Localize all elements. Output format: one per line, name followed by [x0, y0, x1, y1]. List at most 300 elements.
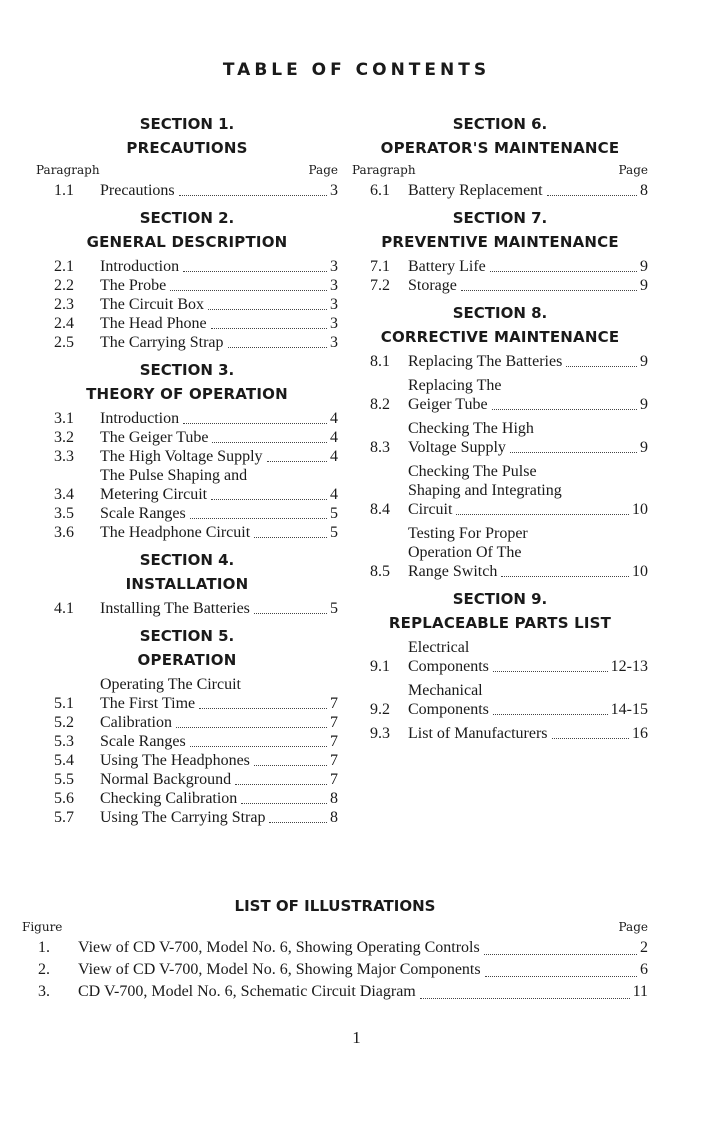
entry-label: List of Manufacturers — [408, 725, 548, 742]
dot-leader — [510, 452, 637, 453]
section-entries — [36, 599, 338, 618]
dot-leader — [485, 976, 637, 977]
entry-line — [100, 428, 338, 447]
toc-section — [352, 301, 648, 581]
entry-line — [408, 462, 648, 481]
toc-entry — [36, 428, 338, 447]
paragraph-page-header — [352, 162, 648, 178]
right-column — [352, 112, 648, 749]
entry-line — [408, 543, 648, 562]
entry-label: Checking The High — [408, 420, 534, 437]
dot-leader — [170, 290, 327, 291]
toc-entry — [36, 599, 338, 618]
entry-label: Using The Carrying Strap — [100, 809, 266, 826]
section-entries — [352, 257, 648, 295]
section-name: GENERAL DESCRIPTION — [86, 233, 288, 251]
section-number: SECTION 3. — [139, 361, 235, 379]
toc-entry — [36, 808, 338, 827]
toc-entry — [22, 937, 648, 959]
figure-page-header — [22, 919, 648, 935]
entry-line — [78, 981, 648, 1003]
entry-page: 3 — [330, 315, 338, 332]
entry-page: 5 — [330, 600, 338, 617]
toc-section — [36, 358, 338, 542]
entry-label: The Head Phone — [100, 315, 207, 332]
entry-page: 14-15 — [610, 701, 648, 718]
entry-number: 5.3 — [54, 733, 74, 750]
entry-label: Precautions — [100, 182, 175, 199]
entry-page: 9 — [640, 396, 648, 413]
entry-text — [390, 638, 648, 676]
toc-section — [352, 206, 648, 295]
entry-text — [82, 181, 338, 200]
section-number: SECTION 5. — [139, 627, 235, 645]
section-name: CORRECTIVE MAINTENANCE — [380, 328, 620, 346]
figure-label: Figure — [22, 920, 63, 934]
entry-label: Scale Ranges — [100, 505, 186, 522]
toc-entry — [36, 295, 338, 314]
entry-line — [408, 395, 648, 414]
entry-text — [82, 523, 338, 542]
entry-text — [390, 681, 648, 719]
entry-text — [60, 937, 648, 959]
toc-entry — [352, 352, 648, 371]
entry-number: 5.1 — [54, 695, 74, 712]
toc-entry — [352, 524, 648, 581]
entry-text — [82, 504, 338, 523]
toc-entry — [36, 409, 338, 428]
toc-section — [36, 624, 338, 827]
entry-number: 3. — [38, 983, 50, 1000]
entry-label: Components — [408, 658, 489, 675]
entry-line — [408, 481, 648, 500]
toc-entry — [352, 276, 648, 295]
entry-page: 4 — [330, 429, 338, 446]
entry-number: 5.5 — [54, 771, 74, 788]
entry-text — [82, 770, 338, 789]
entry-number: 5.6 — [54, 790, 74, 807]
entry-label: Battery Life — [408, 258, 486, 275]
toc-entry — [352, 638, 648, 676]
dot-leader — [254, 765, 327, 766]
entry-line — [100, 466, 338, 485]
entry-label: Mechanical — [408, 682, 483, 699]
entry-label: The First Time — [100, 695, 196, 712]
toc-entry — [36, 789, 338, 808]
entry-line — [408, 500, 648, 519]
section-number: SECTION 9. — [452, 590, 548, 608]
entry-text — [82, 732, 338, 751]
section-number: SECTION 6. — [452, 115, 548, 133]
entry-text — [82, 675, 338, 713]
entry-number: 1.1 — [54, 182, 74, 199]
entry-text — [82, 789, 338, 808]
dot-leader — [484, 954, 637, 955]
entry-page: 7 — [330, 752, 338, 769]
entry-page: 7 — [330, 714, 338, 731]
entry-text — [390, 257, 648, 276]
entry-text — [390, 376, 648, 414]
toc-entry — [352, 257, 648, 276]
entry-text — [390, 419, 648, 457]
entry-line — [100, 447, 338, 466]
toc-entry — [36, 751, 338, 770]
toc-entry — [352, 681, 648, 719]
entry-text — [390, 276, 648, 295]
entry-line — [100, 257, 338, 276]
dot-leader — [183, 271, 327, 272]
entry-text — [82, 599, 338, 618]
toc-entry — [36, 523, 338, 542]
dot-leader — [190, 518, 327, 519]
entry-label: Components — [408, 701, 489, 718]
entry-label: Voltage Supply — [408, 439, 506, 456]
entry-page: 10 — [632, 563, 648, 580]
entry-page: 16 — [632, 725, 648, 742]
paragraph-label: Paragraph — [352, 163, 416, 177]
entry-label: Introduction — [100, 258, 180, 275]
section-number: SECTION 1. — [139, 115, 235, 133]
entry-number: 5.7 — [54, 809, 74, 826]
entry-text — [82, 314, 338, 333]
entry-number: 8.5 — [370, 563, 390, 580]
entry-number: 2.2 — [54, 277, 74, 294]
toc-section — [36, 548, 338, 618]
entry-line — [408, 352, 648, 371]
illustration-entries — [22, 937, 648, 1003]
entry-line — [100, 599, 338, 618]
entry-label: Scale Ranges — [100, 733, 186, 750]
toc-section — [36, 112, 338, 200]
entry-page: 2 — [640, 939, 648, 956]
section-number: SECTION 4. — [139, 551, 235, 569]
dot-leader — [461, 290, 637, 291]
entry-text — [390, 724, 648, 743]
toc-entry — [36, 314, 338, 333]
entry-label: Storage — [408, 277, 457, 294]
toc-section — [352, 587, 648, 743]
toc-entry — [36, 333, 338, 352]
entry-label: The High Voltage Supply — [100, 448, 263, 465]
dot-leader — [211, 499, 327, 500]
entry-text — [82, 295, 338, 314]
entry-number: 2.4 — [54, 315, 74, 332]
section-name: THEORY OF OPERATION — [86, 385, 288, 403]
entry-number: 2. — [38, 961, 50, 978]
entry-line — [100, 808, 338, 827]
entry-page: 6 — [640, 961, 648, 978]
entry-line — [100, 276, 338, 295]
dot-leader — [254, 613, 327, 614]
entry-label: Geiger Tube — [408, 396, 488, 413]
entry-page: 10 — [632, 501, 648, 518]
entry-page: 4 — [330, 448, 338, 465]
list-of-illustrations — [22, 895, 648, 1009]
entry-line — [78, 937, 648, 959]
section-name: PREVENTIVE MAINTENANCE — [381, 233, 619, 251]
entry-page: 4 — [330, 486, 338, 503]
entry-label: The Geiger Tube — [100, 429, 209, 446]
entry-number: 5.2 — [54, 714, 74, 731]
dot-leader — [267, 461, 327, 462]
section-entries — [352, 638, 648, 743]
left-column — [36, 112, 338, 833]
toc-entry — [352, 376, 648, 414]
entry-number: 8.2 — [370, 396, 390, 413]
entry-line — [100, 523, 338, 542]
entry-page: 3 — [330, 258, 338, 275]
entry-label: Normal Background — [100, 771, 232, 788]
entry-line — [100, 504, 338, 523]
entry-page: 9 — [640, 277, 648, 294]
toc-entry — [36, 713, 338, 732]
entry-label: Electrical — [408, 639, 470, 656]
entry-text — [82, 713, 338, 732]
entry-line — [100, 751, 338, 770]
entry-number: 9.1 — [370, 658, 390, 675]
entry-label: Shaping and Integrating — [408, 482, 562, 499]
section-entries — [36, 409, 338, 542]
entry-number: 2.1 — [54, 258, 74, 275]
entry-page: 9 — [640, 258, 648, 275]
entry-text — [82, 257, 338, 276]
dot-leader — [190, 746, 327, 747]
dot-leader — [552, 738, 629, 739]
entry-line — [408, 181, 648, 200]
toc-entry — [36, 276, 338, 295]
entry-line — [100, 713, 338, 732]
entry-page: 3 — [330, 182, 338, 199]
section-entries — [352, 181, 648, 200]
entry-line — [100, 181, 338, 200]
entry-number: 1. — [38, 939, 50, 956]
entry-text — [82, 333, 338, 352]
entry-text — [390, 181, 648, 200]
dot-leader — [492, 409, 637, 410]
entry-line — [408, 638, 648, 657]
paragraph-label: Paragraph — [36, 163, 100, 177]
dot-leader — [235, 784, 327, 785]
toc-entry — [352, 462, 648, 519]
section-entries — [36, 181, 338, 200]
section-name: REPLACEABLE PARTS LIST — [388, 614, 612, 632]
page-number: 1 — [352, 1028, 361, 1047]
entry-line — [408, 657, 648, 676]
entry-line — [100, 295, 338, 314]
entry-line — [408, 276, 648, 295]
entry-number: 7.1 — [370, 258, 390, 275]
entry-number: 5.4 — [54, 752, 74, 769]
entry-page: 3 — [330, 334, 338, 351]
dot-leader — [183, 423, 327, 424]
entry-label: Checking The Pulse — [408, 463, 537, 480]
entry-number: 8.4 — [370, 501, 390, 518]
illustrations-title: LIST OF ILLUSTRATIONS — [234, 897, 436, 915]
entry-label: Replacing The — [408, 377, 502, 394]
entry-page: 9 — [640, 353, 648, 370]
entry-number: 2.3 — [54, 296, 74, 313]
entry-line — [100, 770, 338, 789]
toc-entry — [36, 504, 338, 523]
entry-line — [408, 562, 648, 581]
dot-leader — [176, 727, 327, 728]
toc-entry — [36, 675, 338, 713]
entry-number: 2.5 — [54, 334, 74, 351]
entry-line — [408, 681, 648, 700]
entry-text — [82, 409, 338, 428]
entry-number: 3.1 — [54, 410, 74, 427]
toc-entry — [36, 770, 338, 789]
entry-label: Calibration — [100, 714, 172, 731]
section-number: SECTION 8. — [452, 304, 548, 322]
dot-leader — [501, 576, 629, 577]
entry-label: Battery Replacement — [408, 182, 543, 199]
entry-label: Metering Circuit — [100, 486, 208, 503]
entry-line — [78, 959, 648, 981]
entry-number: 6.1 — [370, 182, 390, 199]
section-name: OPERATOR'S MAINTENANCE — [380, 139, 620, 157]
page-label: Page — [308, 163, 338, 177]
dot-leader — [490, 271, 637, 272]
entry-text — [82, 428, 338, 447]
entry-label: CD V-700, Model No. 6, Schematic Circuit Diagram — [78, 983, 416, 1000]
page-label: Page — [618, 163, 648, 177]
entry-line — [408, 438, 648, 457]
dot-leader — [179, 195, 327, 196]
entry-label: View of CD V-700, Model No. 6, Showing Major Components — [78, 961, 481, 978]
entry-text — [390, 462, 648, 519]
entry-label: Range Switch — [408, 563, 498, 580]
dot-leader — [493, 714, 608, 715]
entry-page: 12-13 — [610, 658, 648, 675]
dot-leader — [199, 708, 327, 709]
entry-line — [100, 409, 338, 428]
entry-text — [82, 808, 338, 827]
section-entries — [36, 257, 338, 352]
entry-label: Operating The Circuit — [100, 676, 241, 693]
entry-text — [82, 466, 338, 504]
entry-number: 3.6 — [54, 524, 74, 541]
entry-number: 9.3 — [370, 725, 390, 742]
dot-leader — [547, 195, 637, 196]
entry-text — [82, 276, 338, 295]
dot-leader — [493, 671, 608, 672]
dot-leader — [208, 309, 327, 310]
entry-line — [100, 732, 338, 751]
toc-entry — [352, 724, 648, 743]
entry-page: 7 — [330, 695, 338, 712]
entry-label: Testing For Proper — [408, 525, 528, 542]
toc-entry — [352, 419, 648, 457]
entry-label: The Headphone Circuit — [100, 524, 251, 541]
entry-line — [100, 789, 338, 808]
entry-text — [82, 447, 338, 466]
entry-page: 3 — [330, 277, 338, 294]
entry-line — [408, 257, 648, 276]
entry-text — [82, 751, 338, 770]
entry-line — [408, 700, 648, 719]
entry-page: 8 — [330, 809, 338, 826]
entry-page: 8 — [330, 790, 338, 807]
entry-text — [60, 981, 648, 1003]
paragraph-page-header — [36, 162, 338, 178]
entry-page: 5 — [330, 505, 338, 522]
entry-page: 7 — [330, 771, 338, 788]
entry-text — [390, 352, 648, 371]
dot-leader — [211, 328, 327, 329]
toc-entry — [36, 181, 338, 200]
entry-label: Introduction — [100, 410, 180, 427]
toc-entry — [36, 732, 338, 751]
entry-number: 3.4 — [54, 486, 74, 503]
entry-page: 9 — [640, 439, 648, 456]
dot-leader — [254, 537, 327, 538]
section-entries — [36, 675, 338, 827]
entry-number: 3.2 — [54, 429, 74, 446]
entry-label: The Carrying Strap — [100, 334, 224, 351]
entry-number: 4.1 — [54, 600, 74, 617]
section-name: OPERATION — [137, 651, 237, 669]
entry-line — [100, 333, 338, 352]
entry-page: 11 — [632, 983, 648, 1000]
entry-line — [100, 314, 338, 333]
entry-label: The Circuit Box — [100, 296, 204, 313]
toc-entry — [36, 447, 338, 466]
entry-line — [408, 724, 648, 743]
entry-line — [100, 675, 338, 694]
toc-entry — [36, 466, 338, 504]
entry-number: 9.2 — [370, 701, 390, 718]
dot-leader — [420, 998, 630, 999]
entry-label: View of CD V-700, Model No. 6, Showing Operating Controls — [78, 939, 480, 956]
entry-line — [100, 485, 338, 504]
section-name: PRECAUTIONS — [126, 139, 248, 157]
dot-leader — [269, 822, 327, 823]
toc-section — [352, 112, 648, 200]
section-number: SECTION 2. — [139, 209, 235, 227]
entry-number: 8.3 — [370, 439, 390, 456]
entry-label: Circuit — [408, 501, 453, 518]
entry-label: Checking Calibration — [100, 790, 238, 807]
entry-line — [408, 419, 648, 438]
entry-page: 7 — [330, 733, 338, 750]
entry-number: 3.3 — [54, 448, 74, 465]
dot-leader — [228, 347, 327, 348]
entry-number: 8.1 — [370, 353, 390, 370]
entry-line — [408, 376, 648, 395]
entry-line — [100, 694, 338, 713]
entry-label: Using The Headphones — [100, 752, 250, 769]
entry-page: 4 — [330, 410, 338, 427]
entry-text — [390, 524, 648, 581]
entry-text — [60, 959, 648, 981]
entry-page: 8 — [640, 182, 648, 199]
page-title: TABLE OF CONTENTS — [222, 60, 491, 80]
entry-page: 5 — [330, 524, 338, 541]
entry-label: The Probe — [100, 277, 167, 294]
entry-page: 3 — [330, 296, 338, 313]
toc-section — [36, 206, 338, 352]
dot-leader — [566, 366, 637, 367]
section-name: INSTALLATION — [125, 575, 249, 593]
section-number: SECTION 7. — [452, 209, 548, 227]
entry-number: 3.5 — [54, 505, 74, 522]
page-label: Page — [618, 920, 648, 934]
entry-label: Replacing The Batteries — [408, 353, 563, 370]
entry-label: Installing The Batteries — [100, 600, 250, 617]
toc-entry — [352, 181, 648, 200]
toc-entry — [22, 959, 648, 981]
